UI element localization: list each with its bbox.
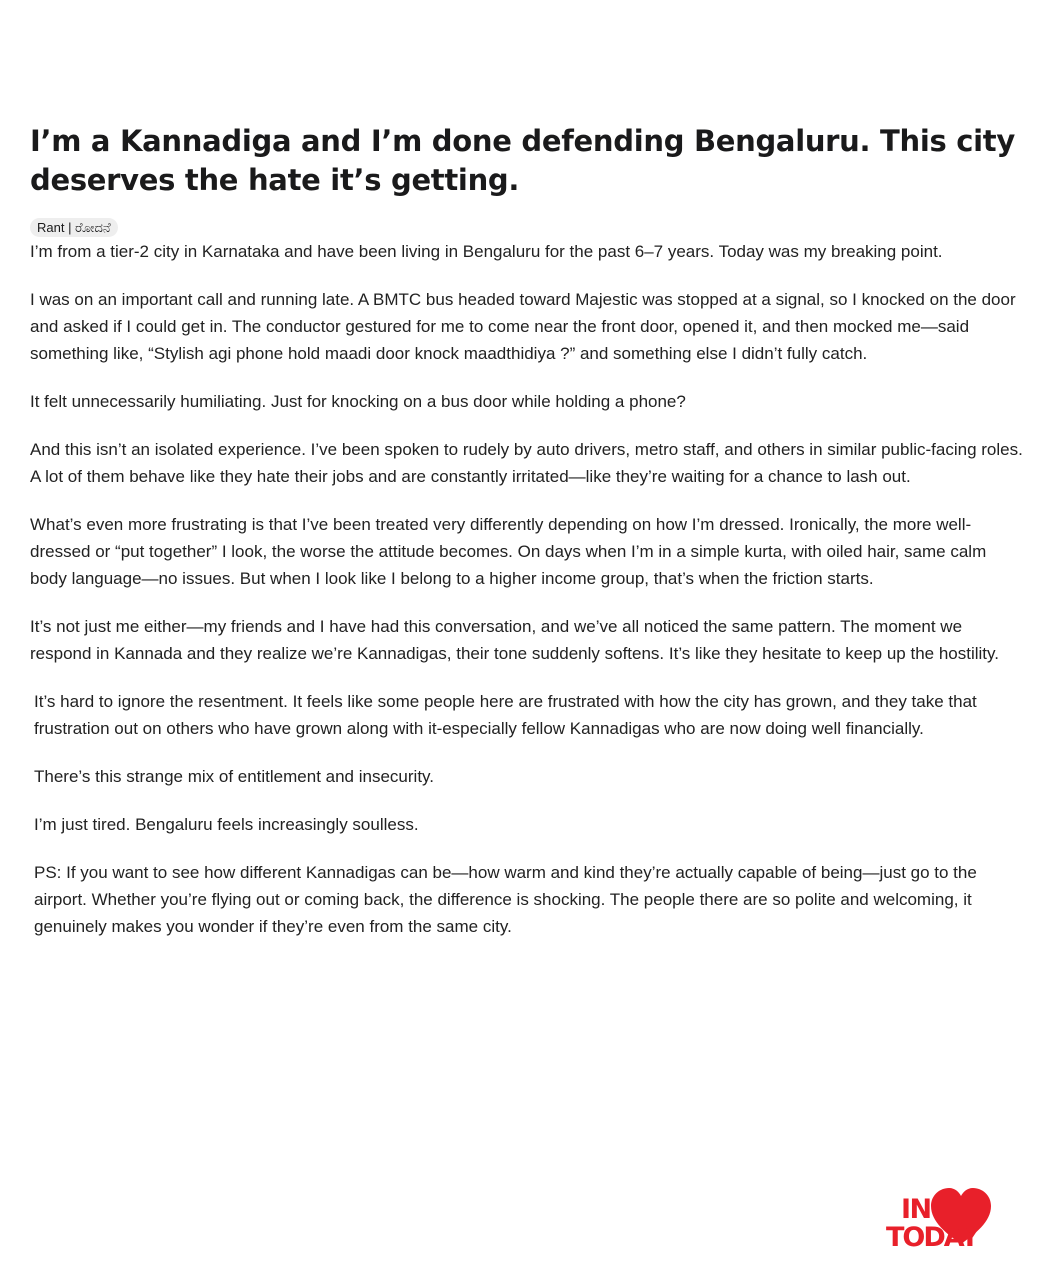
post [30,122,1025,961]
post-paragraph: There’s this strange mix of entitlement and insecurity. [34,767,434,786]
post-flair[interactable]: Rant | ರೋದನೆ [30,218,118,237]
post-paragraph: I was on an important call and running late. A BMTC bus headed toward Majestic was stopped at a signal, so I knocked on the door and asked if I could get in. The conductor gestured for me to come near the front door, opened it, and then mocked me—said something like, “Stylish agi phone hold maadi door knock maadthidiya ?” and something else I didn’t fully catch. [30,290,1016,363]
watermark-in-text: IN [901,1194,931,1225]
post-paragraph: PS: If you want to see how different Kannadigas can be—how warm and kind they’re actually capable of being—just go to the airport. Whether you’re flying out or coming back, the difference is shocking. The people there are so polite and welcoming, it genuinely makes you wonder if they’re even from the same city. [34,863,977,936]
post-paragraph: I’m just tired. Bengaluru feels increasingly soulless. [34,815,419,834]
india-today-watermark-logo [884,1186,1009,1256]
watermark-today-text: TODAY [886,1222,978,1253]
post-paragraph: It felt unnecessarily humiliating. Just for knocking on a bus door while holding a phone? [30,392,686,411]
post-body [30,238,1025,940]
post-paragraph: And this isn’t an isolated experience. I’ve been spoken to rudely by auto drivers, metro staff, and others in similar public-facing roles. A lot of them behave like they hate their jobs and are constantly irritated—like they’re waiting for a chance to lash out. [30,440,1023,486]
post-paragraph: What’s even more frustrating is that I’ve been treated very differently depending on how I’m dressed. Ironically, the more well-dressed or “put together” I look, the worse the attitude becomes. On days when I’m in a simple kurta, with oiled hair, same calm body language—no issues. But when I look like I belong to a higher income group, that’s when the friction starts. [30,515,987,588]
post-title[interactable]: I’m a Kannadiga and I’m done defending Bengaluru. This city deserves the hate it’s getting. [30,124,1015,197]
post-paragraph: It’s hard to ignore the resentment. It feels like some people here are frustrated with how the city has grown, and they take that frustration out on others who have grown along with it-especially fellow Kannadigas who are now doing well financially. [34,692,977,738]
post-paragraph: It’s not just me either—my friends and I have had this conversation, and we’ve all noticed the same pattern. The moment we respond in Kannada and they realize we’re Kannadigas, their tone suddenly softens. It’s like they hesitate to keep up the hostility. [30,617,999,663]
post-paragraph: I’m from a tier-2 city in Karnataka and have been living in Bengaluru for the past 6–7 years. Today was my breaking point. [30,242,943,261]
